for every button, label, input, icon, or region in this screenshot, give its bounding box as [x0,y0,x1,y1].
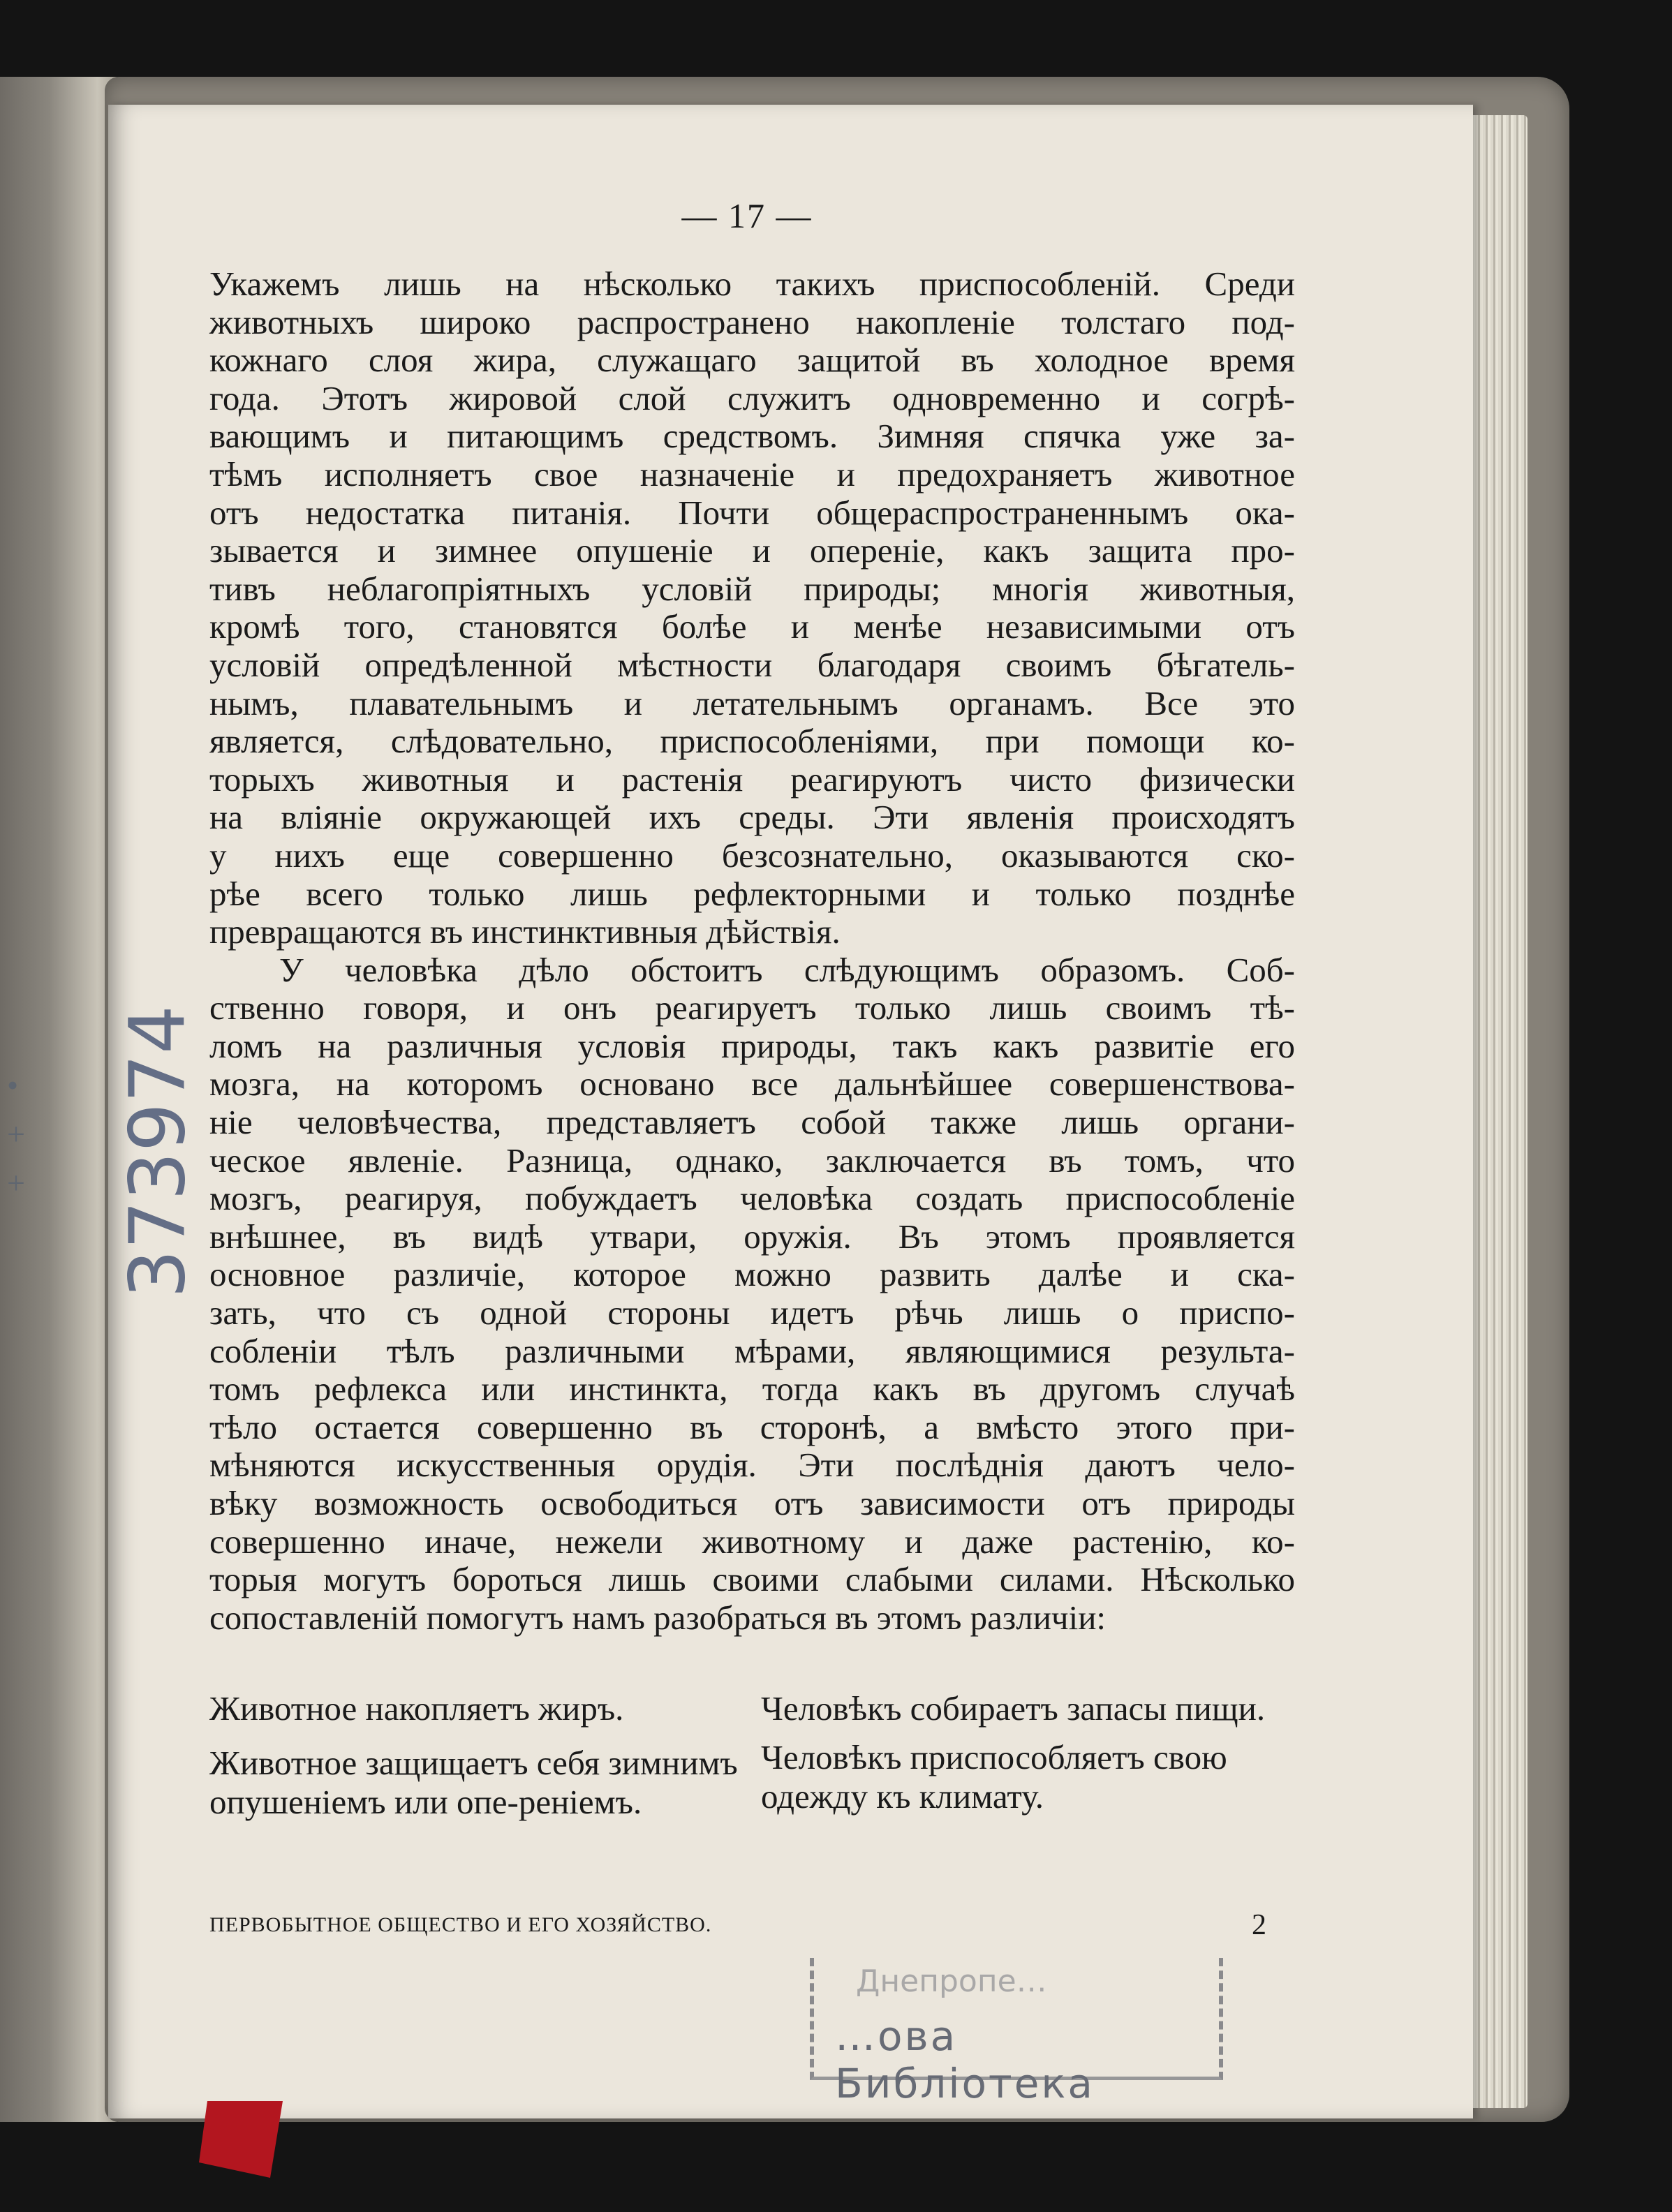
text-line: торыя могутъ бороться лишь своими слабыми силами. Нѣсколько [209,1560,1295,1599]
text-line: основное различіе, которое можно развить далѣе и ска- [209,1255,1295,1294]
text-line: тѣмъ исполняетъ свое назначеніе и предохраняетъ животное [209,454,1295,493]
text-line: тѣло остается совершенно въ сторонѣ, а вмѣсто этого при- [209,1407,1295,1446]
page-number-header: — 17 — [681,196,813,235]
text-line: мѣняются искусственныя орудія. Эти послѣднія даютъ чело- [209,1446,1295,1485]
footer-book-title: ПЕРВОБЫТНОЕ ОБЩЕСТВО И ЕГО ХОЗЯЙСТВО. [209,1913,712,1936]
text-line: животныхъ широко распространено накопленіе толстаго под- [209,302,1295,341]
comparison-columns [209,1689,1295,1832]
text-line: рѣе всего только лишь рефлекторными и только позднѣе [209,874,1295,913]
text-line: кромѣ того, становятся болѣе и менѣе независимыми отъ [209,607,1295,646]
comparison-right-item: Человѣкъ собираетъ запасы пищи. [761,1689,1266,1728]
text-line: торыхъ животныя и растенія реагируютъ чисто физически [209,759,1295,799]
comparison-left-item: Животное накопляетъ жиръ. [209,1689,624,1728]
comparison-right-column [761,1689,1295,1832]
margin-marks: • + + [7,1067,25,1201]
text-line: на вліяніе окружающей ихъ среды. Эти явленія происходятъ [209,798,1295,837]
text-line: превращаются въ инстинктивныя дѣйствія. [209,912,841,951]
stamp-line-2: …ова Библіотека [835,2012,1095,2107]
comparison-left-column [209,1689,743,1832]
text-line: ломъ на различныя условія природы, такъ какъ развитіе его [209,1026,1295,1065]
stamp-line-1: Днепропе… [856,1964,1047,1999]
text-line: зывается и зимнее опушеніе и опереніе, какъ защита про- [209,531,1295,570]
text-line: совершенно иначе, нежели животному и даже растенію, ко- [209,1522,1295,1561]
text-line: ственно говоря, и онъ реагируетъ только лишь своимъ тѣ- [209,988,1295,1027]
text-line: зать, что съ одной стороны идетъ рѣчь лишь о приспо- [209,1293,1295,1333]
text-line: года. Этотъ жировой слой служитъ одновременно и согрѣ- [209,378,1295,417]
text-line: тивъ неблагопріятныхъ условій природы; многія животныя, [209,569,1295,608]
library-stamp [810,1958,1223,2107]
text-line: внѣшнее, въ видѣ утвари, оружія. Въ этомъ проявляется [209,1217,1295,1256]
text-line: собленіи тѣлъ различными мѣрами, являющимися результа- [209,1331,1295,1370]
handwritten-inventory-number: 373974 [112,1005,202,1298]
signature-mark: 2 [1252,1909,1267,1941]
text-line: отъ недостатка питанія. Почти общераспространеннымъ ока- [209,493,1295,532]
text-line: у нихъ еще совершенно безсознательно, оказываются ско- [209,836,1295,875]
text-line: Укажемъ лишь на нѣсколько такихъ приспособленій. Среди [209,265,1295,303]
text-line: кожнаго слоя жира, служащаго защитой въ холодное время [209,341,1295,380]
text-line: У человѣка дѣло обстоитъ слѣдующимъ образомъ. Соб- [279,950,1295,989]
text-line: вающимъ и питающимъ средствомъ. Зимняя спячка уже за- [209,417,1295,456]
body-text [209,265,1295,1637]
bookmark-ribbon [199,2101,283,2178]
comparison-right-item: Человѣкъ приспособляетъ свою одежду къ климату. [761,1738,1227,1816]
text-line: является, слѣдовательно, приспособленіями, при помощи ко- [209,722,1295,761]
text-line: мозгъ, реагируя, побуждаетъ человѣка создать приспособленіе [209,1179,1295,1218]
text-line: мозга, на которомъ основано все дальнѣйшее совершенствова- [209,1064,1295,1104]
text-line: вѣку возможность освободиться отъ зависимости отъ природы [209,1484,1295,1522]
text-line: ческое явленіе. Разница, однако, заключается въ томъ, что [209,1141,1295,1180]
text-line: сопоставленій помогутъ намъ разобраться въ этомъ различіи: [209,1598,1107,1637]
text-line: ніе человѣчества, представляетъ собой также лишь органи- [209,1103,1295,1142]
text-line: условій опредѣленной мѣстности благодаря своимъ бѣгатель- [209,645,1295,684]
comparison-left-item: Животное защищаетъ себя зимнимъ опушеніемъ или опе-реніемъ. [209,1744,738,1821]
text-line: томъ рефлекса или инстинкта, тогда какъ въ другомъ случаѣ [209,1369,1295,1409]
text-line: нымъ, плавательнымъ и летательнымъ органамъ. Все это [209,683,1295,722]
page-footer [209,1904,1295,1946]
